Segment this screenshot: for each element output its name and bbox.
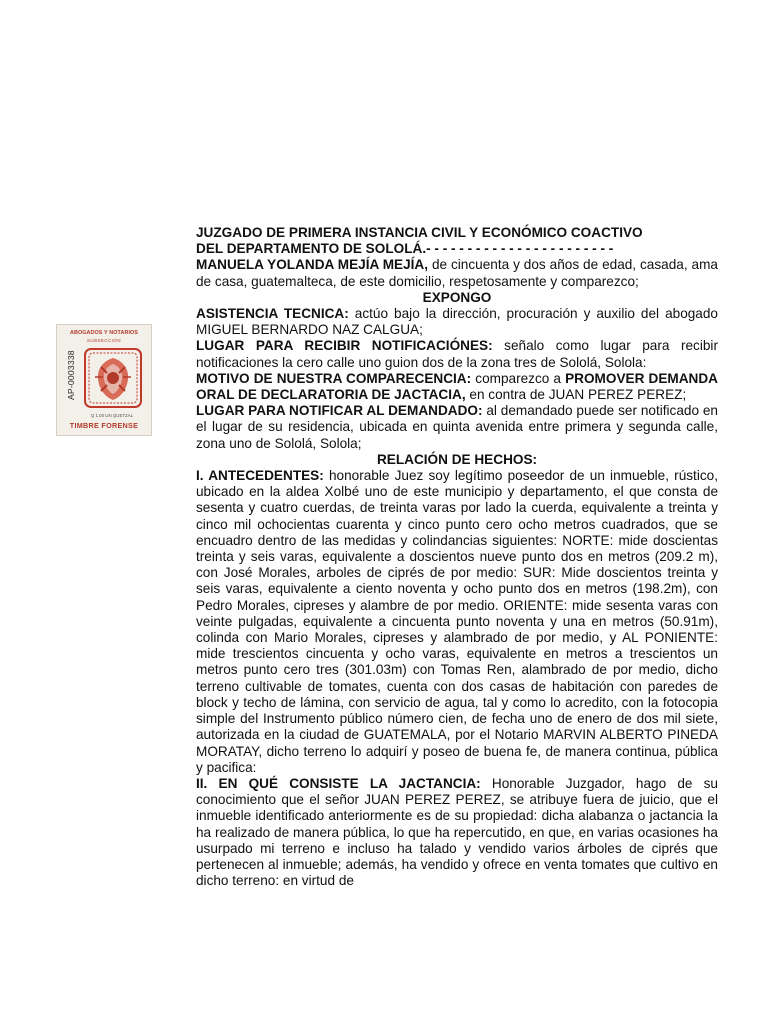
jactancia-paragraph [196,776,718,889]
legal-document [196,225,718,889]
motivo-demanda: PROMOVER DEMANDA ORAL DE DECLARATORIA DE JACTACIA, [196,370,718,403]
notificar-paragraph [196,403,718,452]
antecedentes-label: I. ANTECEDENTES: [196,468,324,484]
stamp-serial-number: AP-0003338 [66,350,76,400]
party-paragraph [196,257,718,289]
party-details: de cincuenta y dos años de edad, casada, ama de casa, guatemalteca, de este domicilio, respetosamente y comparezco; [196,257,718,289]
coat-of-arms-seal-icon [83,347,143,409]
stamp-subheader: SUBSECCIÓN [86,338,122,343]
motivo-demandado: en contra de JUAN PEREZ PEREZ; [465,387,687,403]
stamp-footer: TIMBRE FORENSE [69,421,139,430]
lugar-label: LUGAR PARA RECIBIR NOTIFICACIÓNES: [196,338,493,354]
motivo-text: comparezco a [471,370,566,386]
court-heading [196,225,718,257]
relacion-heading: RELACIÓN DE HECHOS: [376,451,538,467]
court-department: DEL DEPARTAMENTO DE SOLOLÁ.- - - - - - - - - - - - - - - - - - - - - - - [196,241,614,257]
motivo-label: MOTIVO DE NUESTRA COMPARECENCIA: [196,370,472,386]
timbre-forense-stamp [56,324,152,436]
antecedentes-text: honorable Juez soy legítimo poseedor de un inmueble, rústico, ubicado en la aldea Xolbé uno de este municipio y departamento, el que consta de sesenta y cuatro cuerdas, de treinta varas por lado la cuerda, equivalente a treinta y cinco mil ochocientas cuarenta y cinco punto cero ocho metros cuadrados, que se encuadro dentro de las medidas y colindancias siguientes: NORTE: mide doscientas treinta y seis varas, equivalente a doscientos nueve punto dos en metros (209.2 m), con José Morales, arboles de ciprés de por medio: SUR: Mide doscientos treinta y seis varas, equivalente a ciento noventa y ocho punto dos en metros (198.2m), con Pedro Morales, cipreses y alambre de por medio. ORIENTE: mide sesenta varas con veinte pulgadas, equivalente a cincuenta punto noventa y una en metros (50.91m), colinda con Mario Morales, cipreses y alambrado de por medio, y AL PONIENTE: mide trescientos cincuenta y ocho varas, equivalente en metros a trescientos un metros punto cero tres (301.03m) con Tomas Ren, alambrado de por medio, dicho terreno cultivable de tomates, cuenta con dos casas de habitación con paredes de block y techo de lámina, con servicio de agua, tal y como lo acredito, con la fotocopia simple del Instrumento público número cien, de fecha uno de enero de dos mil siete, autorizada en la ciudad de GUATEMALA, por el Notario MARVIN ALBERTO PINEDA MORATAY, dicho terreno lo adquirí y poseo de buena fe, de manera continua, pública y pacifica: [196,468,718,775]
antecedentes-paragraph [196,468,718,776]
lugar-text: señalo como lugar para recibir notificaciones la cero calle uno guion dos de la zona tres de Sololá, Solola: [196,338,718,370]
expongo-heading: EXPONGO [422,289,492,305]
asistencia-label: ASISTENCIA TECNICA: [196,306,349,322]
court-title: JUZGADO DE PRIMERA INSTANCIA CIVIL Y ECONÓMICO COACTIVO [196,225,643,240]
jactancia-text: Honorable Juzgador, hago de su conocimiento que el señor JUAN PEREZ PEREZ, se atribuye fuera de juicio, que el inmueble identificado anteriormente es de su propiedad: dicha alabanza o jactancia la ha realizado de manera pública, lo que ha repercutido, en que, en varias ocasiones ha usurpado mi terreno e incluso ha talado y vendido varios árboles de ciprés que pertenecen al inmueble; además, ha vendido y ofrece en venta tomates que cultivo en dicho terreno: en virtud de [196,775,718,889]
notificar-label: LUGAR PARA NOTIFICAR AL DEMANDADO: [196,403,483,419]
stamp-header: ABOGADOS Y NOTARIOS [69,330,139,336]
lugar-paragraph [196,338,718,370]
asistencia-paragraph [196,306,718,338]
party-name: MANUELA YOLANDA MEJÍA MEJÍA, [196,257,429,273]
motivo-paragraph [196,371,718,403]
stamp-value: Q 1.00 UN QUETZAL [90,413,134,418]
jactancia-label: II. EN QUÉ CONSISTE LA JACTANCIA: [196,775,481,791]
notificar-text: al demandado puede ser notificado en el lugar de su residencia, ubicada en quinta avenida entre primera y segunda calle, zona uno de Sololá, Solola; [196,403,718,451]
asistencia-text: actúo bajo la dirección, procuración y auxilio del abogado MIGUEL BERNARDO NAZ CALGUA; [196,306,718,338]
